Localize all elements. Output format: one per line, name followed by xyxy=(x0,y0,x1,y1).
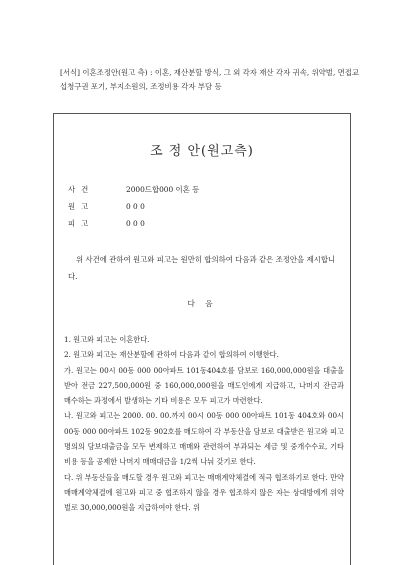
meta-row-plaintiff xyxy=(68,198,199,215)
meta-row-defendant xyxy=(68,215,199,232)
meta-value: 0 0 0 xyxy=(126,202,145,211)
meta-value: 0 0 0 xyxy=(126,219,145,228)
intro-paragraph: 위 사건에 관하여 원고와 피고는 원만히 합의하여 다음과 같은 조정안을 제시합니다. xyxy=(68,255,336,281)
term-item: 나. 원고와 피고는 2000. 00. 00.까지 00시 00동 000 00아파트 101동 404호와 00시 00동 000 00아파트 102동 902호를 매도하여 각 부동산을 담보로 대출받은 원고와 피고명의의 담보대출금을 모두 변제하고 매매와 관련하여 부과되는 세금 및 중개수수료, 기타 비용 등을 공제한 나머지 매매대금을 1/2씩 나눠 갖기로 한다. xyxy=(64,411,344,467)
meta-key: 사건 xyxy=(68,185,95,194)
section-title: 다 음 xyxy=(187,299,217,308)
meta-key: 원고 xyxy=(68,202,95,211)
form-description: 이혼, 재산분할 방식, 그 외 각자 재산 각자 귀속, 위약벌, 면접교섭청구권 포기, 부지소원의, 조정비용 각자 부담 등 xyxy=(60,68,360,91)
term-item: 2. 원고와 피고는 재산분할에 관하여 다음과 같이 합의하여 이행한다. xyxy=(64,350,279,360)
term-item: 가. 원고는 00시 00동 000 00아파트 101동404호를 담보로 160,000,000원을 대출을 받아 전금 227,500,000원 중 160,000,000원을 매도인에게 지급하고, 나머지 잔금과 매수하는 과정에서 발생하는 기타 비용은 모두 피고가 마련한다. xyxy=(64,365,344,406)
form-label: [서식] 이혼조정안(원고 측) : xyxy=(60,68,153,77)
meta-value: 2000드합000 이혼 등 xyxy=(126,185,200,194)
case-meta xyxy=(68,181,199,232)
term-item: 다. 위 부동산들을 매도할 경우 원고와 피고는 매매계약체결에 적극 협조하기로 한다. 만약 매매계약체결에 원고와 피고 중 협조하지 않을 경우 협조하지 않은 자는 상대방에게 위약벌로 30,000,000원을 지급하여야 한다. 위 xyxy=(64,472,344,513)
form-header xyxy=(60,66,365,94)
term-item: 1. 원고와 피고는 이혼한다. xyxy=(64,335,150,344)
document-box xyxy=(53,113,351,565)
meta-key: 피고 xyxy=(68,219,95,228)
terms-list xyxy=(64,332,344,516)
document-title: 조 정 안(원고측) xyxy=(150,144,254,159)
meta-row-case xyxy=(68,181,199,198)
